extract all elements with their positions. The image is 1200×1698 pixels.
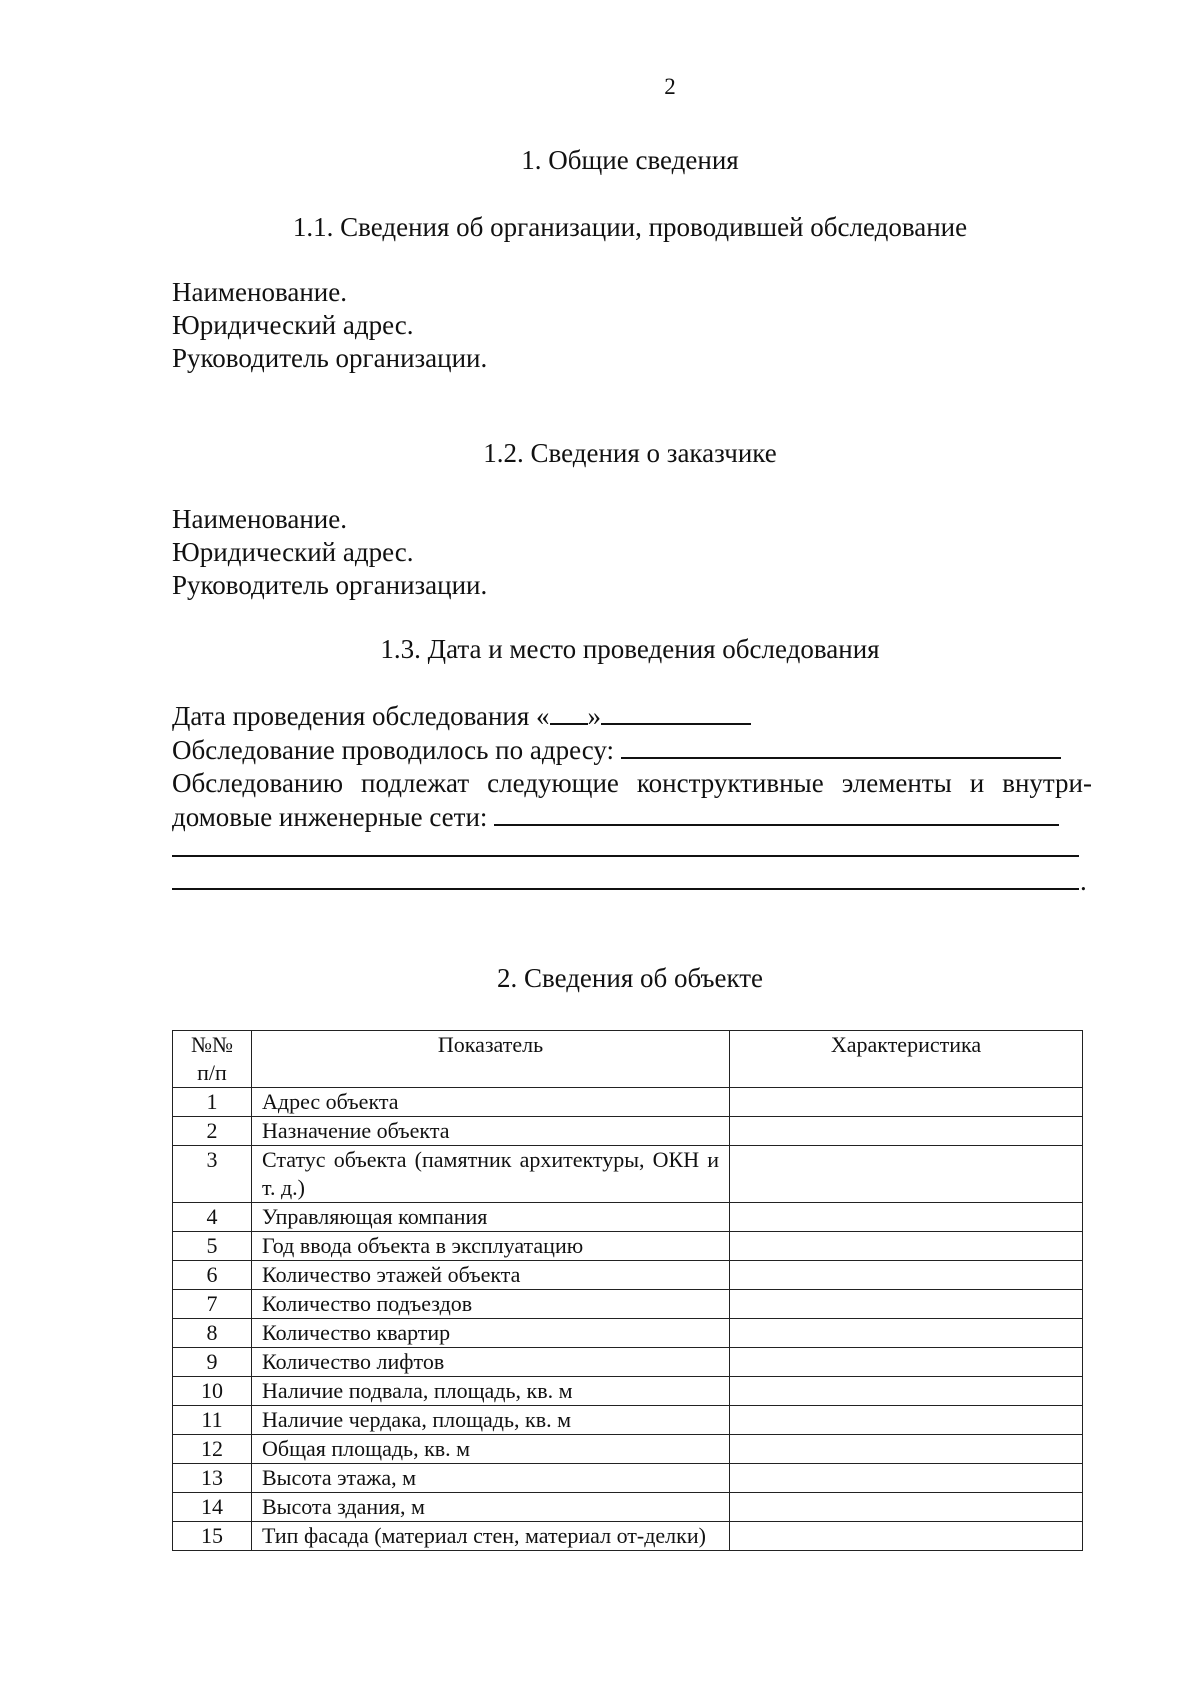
row-indicator: Количество этажей объекта <box>252 1261 730 1290</box>
table-row <box>173 1261 1083 1290</box>
row-characteristic-cell[interactable] <box>730 1203 1083 1232</box>
table-body <box>173 1088 1083 1551</box>
inspection-details <box>172 699 1092 834</box>
row-number: 1 <box>173 1088 252 1117</box>
elements-blank-line-3[interactable] <box>172 888 1079 890</box>
row-indicator: Адрес объекта <box>252 1088 730 1117</box>
row-characteristic-cell[interactable] <box>730 1232 1083 1261</box>
elements-blank[interactable] <box>494 800 1059 826</box>
row-characteristic-cell[interactable] <box>730 1088 1083 1117</box>
row-indicator: Высота этажа, м <box>252 1464 730 1493</box>
customer-name-label: Наименование. <box>172 504 347 534</box>
row-indicator: Управляющая компания <box>252 1203 730 1232</box>
row-number: 9 <box>173 1348 252 1377</box>
organization-head-label: Руководитель организации. <box>172 343 488 373</box>
row-indicator: Наличие чердака, площадь, кв. м <box>252 1406 730 1435</box>
row-number: 13 <box>173 1464 252 1493</box>
table-row <box>173 1232 1083 1261</box>
customer-address-label: Юридический адрес. <box>172 537 414 567</box>
table-row <box>173 1522 1083 1551</box>
date-quote-close: » <box>587 701 602 731</box>
end-mark: . <box>1080 866 1087 896</box>
table-row <box>173 1203 1083 1232</box>
row-characteristic-cell[interactable] <box>730 1348 1083 1377</box>
row-number: 12 <box>173 1435 252 1464</box>
row-number: 6 <box>173 1261 252 1290</box>
row-characteristic-cell[interactable] <box>730 1493 1083 1522</box>
row-number: 5 <box>173 1232 252 1261</box>
row-number: 4 <box>173 1203 252 1232</box>
row-indicator: Назначение объекта <box>252 1117 730 1146</box>
row-number: 8 <box>173 1319 252 1348</box>
table-row <box>173 1146 1083 1203</box>
row-characteristic-cell[interactable] <box>730 1377 1083 1406</box>
row-number: 7 <box>173 1290 252 1319</box>
section-1-2-title: 1.2. Сведения о заказчике <box>483 438 777 468</box>
table-row <box>173 1377 1083 1406</box>
section-2-title: 2. Сведения об объекте <box>496 963 764 993</box>
organization-address-label: Юридический адрес. <box>172 310 414 340</box>
table-row <box>173 1319 1083 1348</box>
row-indicator: Количество подъездов <box>252 1290 730 1319</box>
month-year-blank[interactable] <box>601 699 751 725</box>
row-indicator: Наличие подвала, площадь, кв. м <box>252 1377 730 1406</box>
row-characteristic-cell[interactable] <box>730 1464 1083 1493</box>
row-characteristic-cell[interactable] <box>730 1117 1083 1146</box>
inspection-date-line <box>172 699 1092 733</box>
elements-label: домовые инженерные сети: <box>172 802 488 832</box>
object-info-table <box>172 1030 1083 1551</box>
row-indicator: Тип фасада (материал стен, материал от-делки) <box>252 1522 730 1551</box>
table-row <box>173 1088 1083 1117</box>
table-row <box>173 1290 1083 1319</box>
table-row <box>173 1406 1083 1435</box>
header-characteristic: Характеристика <box>730 1031 1083 1088</box>
row-characteristic-cell[interactable] <box>730 1290 1083 1319</box>
row-indicator: Год ввода объекта в эксплуатацию <box>252 1232 730 1261</box>
section-1-title: 1. Общие сведения <box>521 145 739 175</box>
row-characteristic-cell[interactable] <box>730 1261 1083 1290</box>
row-characteristic-cell[interactable] <box>730 1146 1083 1203</box>
row-indicator: Статус объекта (памятник архитектуры, ОКН и т. д.) <box>252 1146 730 1203</box>
header-indicator: Показатель <box>252 1031 730 1088</box>
table-row <box>173 1435 1083 1464</box>
page-number: 2 <box>664 74 676 99</box>
row-number: 3 <box>173 1146 252 1203</box>
row-characteristic-cell[interactable] <box>730 1435 1083 1464</box>
elements-blank-line-2[interactable] <box>172 855 1079 857</box>
day-blank[interactable] <box>550 699 588 725</box>
inspection-address-line <box>172 733 1092 767</box>
header-number <box>173 1031 252 1088</box>
elements-line-1: Обследованию подлежат следующие конструктивные элементы и внутри- <box>172 768 1092 798</box>
row-indicator: Количество квартир <box>252 1319 730 1348</box>
elements-line-2 <box>172 800 1092 834</box>
row-number: 15 <box>173 1522 252 1551</box>
row-indicator: Количество лифтов <box>252 1348 730 1377</box>
row-characteristic-cell[interactable] <box>730 1319 1083 1348</box>
organization-name-label: Наименование. <box>172 277 347 307</box>
table-row <box>173 1464 1083 1493</box>
header-number-line-1: №№ <box>191 1032 233 1057</box>
header-number-line-2: п/п <box>197 1060 227 1085</box>
address-blank[interactable] <box>621 733 1061 759</box>
row-characteristic-cell[interactable] <box>730 1522 1083 1551</box>
row-indicator: Высота здания, м <box>252 1493 730 1522</box>
inspection-date-label: Дата проведения обследования « <box>172 701 550 731</box>
row-number: 11 <box>173 1406 252 1435</box>
section-1-1-title: 1.1. Сведения об организации, проводившей обследование <box>292 212 968 242</box>
table-row <box>173 1117 1083 1146</box>
organization-info <box>172 276 1092 375</box>
row-number: 10 <box>173 1377 252 1406</box>
inspection-address-label: Обследование проводилось по адресу: <box>172 735 615 765</box>
table-header-row <box>173 1031 1083 1088</box>
row-characteristic-cell[interactable] <box>730 1406 1083 1435</box>
row-indicator: Общая площадь, кв. м <box>252 1435 730 1464</box>
section-1-3-title: 1.3. Дата и место проведения обследования <box>380 634 880 664</box>
customer-info <box>172 503 1092 602</box>
row-number: 14 <box>173 1493 252 1522</box>
row-number: 2 <box>173 1117 252 1146</box>
customer-head-label: Руководитель организации. <box>172 570 488 600</box>
table-row <box>173 1348 1083 1377</box>
table-row <box>173 1493 1083 1522</box>
